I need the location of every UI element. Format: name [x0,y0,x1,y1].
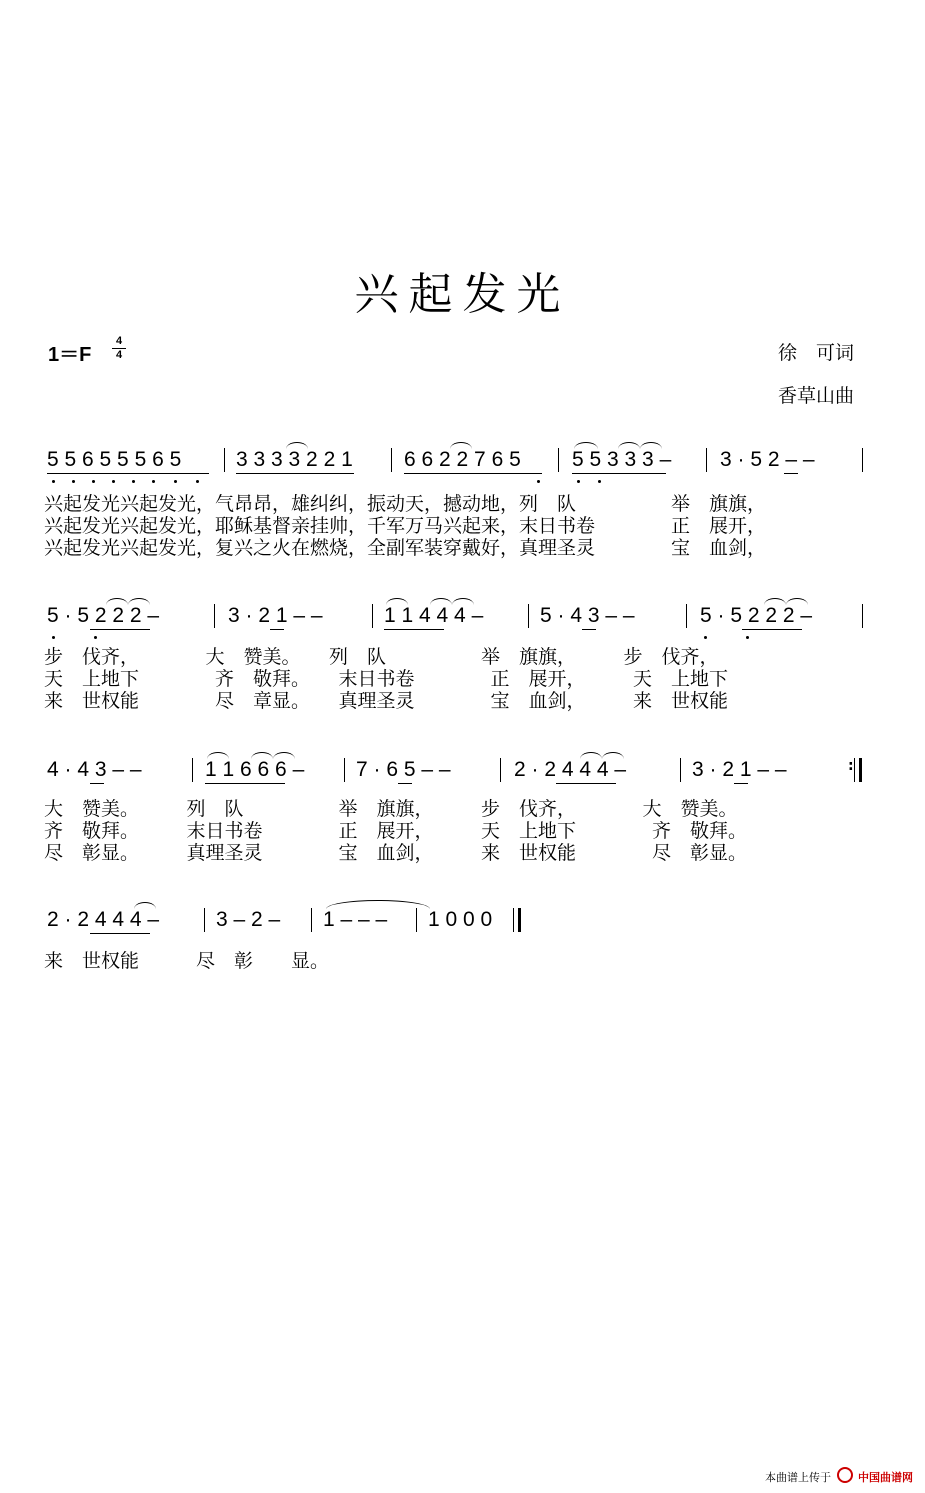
footer-watermark [765,1467,913,1485]
barline [706,448,707,472]
lyric-line-1: 来 世权能 尽 彰 显。 [44,950,330,972]
barline [391,448,392,472]
lyric-line-3: 兴起发光兴起发光，复兴之火在燃烧，全副军装穿戴好，真理圣灵 宝 血剑， [44,537,767,559]
measure-6: 5 · 5 2 2 2 – [47,604,160,627]
barline [311,908,312,932]
measure-19: 1 0 0 0 [428,908,493,931]
lyric-line-2: 天 上地下 齐 敬拜。 末日书卷 正 展开， 天 上地下 [44,668,729,690]
measure-13: 7 · 6 5 – – [356,758,451,781]
barline [558,448,559,472]
repeat-barline-thick [859,758,862,782]
measure-12: 1 1 6 6 6 – [205,758,305,781]
repeat-dots: : [848,758,854,774]
repeat-barline-thin [854,758,855,782]
barline [372,604,373,628]
lyricist-credit: 徐 可词 [778,342,855,364]
measure-18: 1 – – – [323,908,388,931]
composer-credit: 香草山曲 [778,385,855,407]
lyric-line-2: 兴起发光兴起发光，耶稣基督亲挂帅，千军万马兴起来，末日书卷 正 展开， [44,515,767,537]
key-signature [48,335,123,367]
measure-10: 5 · 5 2 2 2 – [700,604,813,627]
page-title: 兴起发光 [354,269,571,320]
key-label: 1＝F [48,344,92,366]
final-barline-thin [513,908,514,932]
barline [528,604,529,628]
final-barline-thick [518,908,521,932]
barline [204,908,205,932]
measure-3: 6 6 2 2 7 6 5 [404,448,521,471]
lyric-line-1: 步 伐齐， 大 赞美。 列 队 举 旗旗， 步 伐齐， [44,646,719,668]
time-signature-top: 4 [115,335,123,347]
barline [192,758,193,782]
measure-4: 5 5 3 3 3 – [572,448,672,471]
lyric-line-2: 齐 敬拜。 末日书卷 正 展开， 天 上地下 齐 敬拜。 [44,820,748,842]
measure-1: 5 5 6 5 5 5 6 5 [47,448,182,471]
barline [500,758,501,782]
measure-7: 3 · 2 1 – – [228,604,323,627]
lyric-line-3: 来 世权能 尽 章显。 真理圣灵 宝 血剑， 来 世权能 [44,690,729,712]
barline [344,758,345,782]
barline [416,908,417,932]
lyric-line-1: 兴起发光兴起发光，气昂昂，雄纠纠，振动天，撼动地，列 队 举 旗旗， [44,493,767,515]
measure-9: 5 · 4 3 – – [540,604,635,627]
measure-5: 3 · 5 2 – – [720,448,815,471]
barline [686,604,687,628]
footer-prefix: 本曲谱上传于 [765,1471,831,1484]
lyric-line-3: 尽 彰显。 真理圣灵 宝 血剑， 来 世权能 尽 彰显。 [44,842,748,864]
time-signature [112,336,126,361]
time-signature-bottom: 4 [115,349,123,361]
measure-2: 3 3 3 3 2 2 1 [236,448,353,471]
measure-17: 3 – 2 – [216,908,281,931]
measure-8: 1 1 4 4 4 – [384,604,484,627]
lyric-line-1: 大 赞美。 列 队 举 旗旗， 步 伐齐， 大 赞美。 [44,798,738,820]
barline [862,448,863,472]
measure-11: 4 · 4 3 – – [47,758,142,781]
measure-14: 2 · 2 4 4 4 – [514,758,627,781]
barline [214,604,215,628]
barline [862,604,863,628]
barline [680,758,681,782]
footer-brand: 中国曲谱网 [858,1471,913,1484]
measure-15: 3 · 2 1 – – [692,758,787,781]
site-logo-icon [837,1467,853,1483]
barline [224,448,225,472]
measure-16: 2 · 2 4 4 4 – [47,908,160,931]
